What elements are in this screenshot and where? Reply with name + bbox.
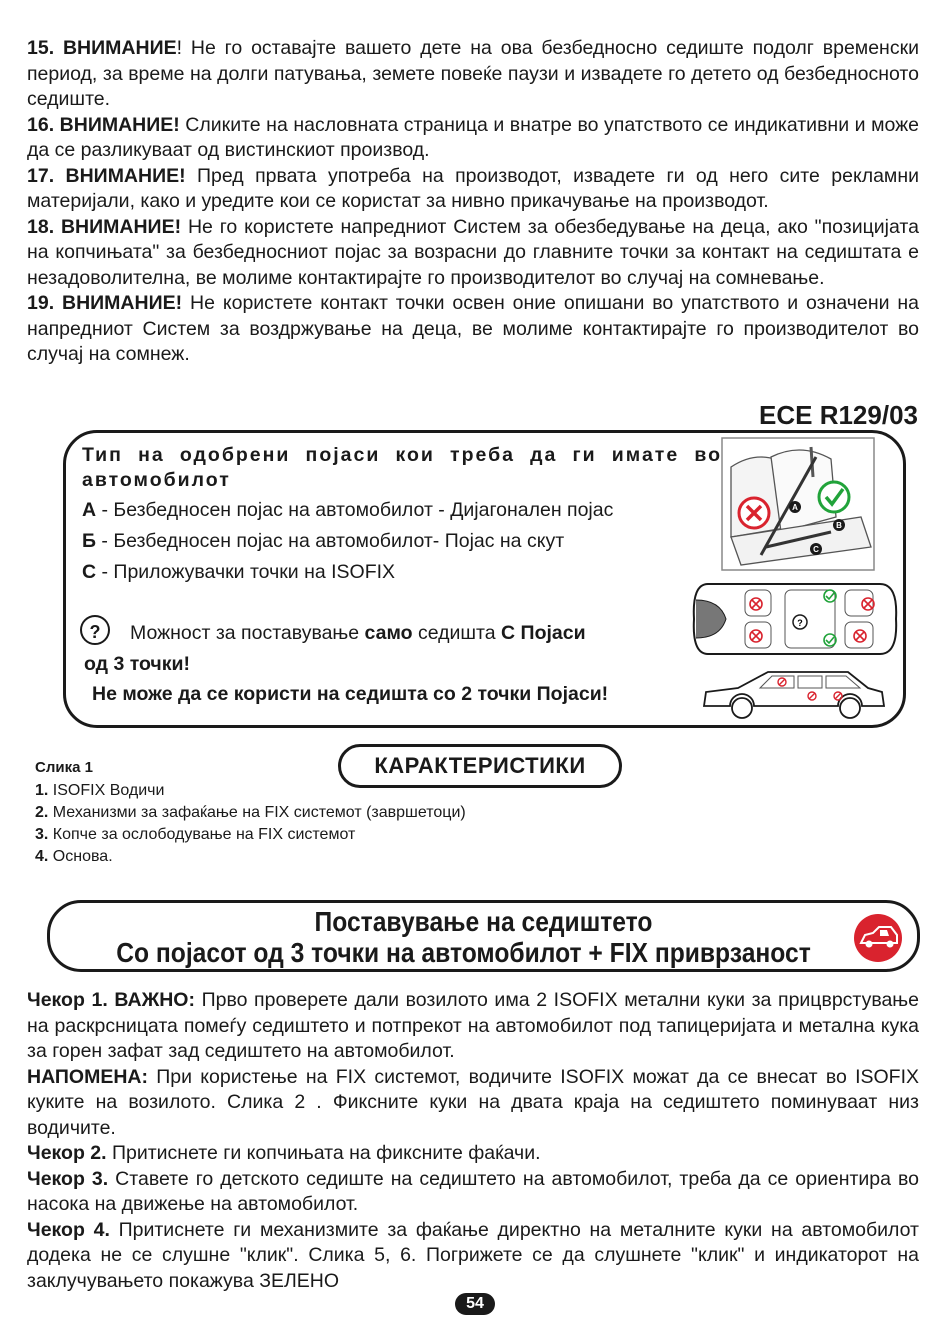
svg-text:B: B xyxy=(836,521,842,530)
warning-19: 19. ВНИМАНИЕ! Не користете контакт точки освен оние опишани во упатството и означени на напредниот Систем за воздржување на деца, ве молиме контактирајте го производителот во случај на сомнеж. xyxy=(27,292,919,365)
install-heading-line-1: Поставување на седиштето xyxy=(314,906,653,937)
installation-steps xyxy=(27,988,919,1294)
belt-item-a: А - Безбедносен појас на автомобилот - Дијагонален појас xyxy=(82,499,614,521)
features-heading: КАРАКТЕРИСТИКИ xyxy=(338,744,622,788)
info-question-icon: ? xyxy=(80,615,110,645)
green-check-icon xyxy=(819,482,849,512)
features-list xyxy=(35,780,466,868)
step-2: Чекор 2. Притиснете ги копчињата на фиксните фаќачи. xyxy=(27,1142,541,1164)
installation-heading-box xyxy=(47,900,920,972)
svg-text:C: C xyxy=(813,545,819,554)
warnings-section xyxy=(27,36,919,368)
install-heading-line-2: Со појасот од 3 точки на автомобилот + FIX приврзаност xyxy=(116,937,811,968)
info-line-3: Не може да се користи на седишта со 2 точки Појаси! xyxy=(92,683,609,705)
step-4: Чекор 4. Притиснете ги механизмите за фаќање директно на металните куки на автомобилот додека не се слушне "клик". Слика 5, 6. Погрижете се да слушнете "клик" и индикаторот на заклучувањето покажува ЗЕЛЕНО xyxy=(27,1218,919,1292)
belt-item-c: С - Приложувачки точки на ISOFIX xyxy=(82,561,396,583)
belt-box-title: Тип на одобрени појаси кои треба да ги имате во автомобилот xyxy=(82,444,722,491)
belt-item-b: Б - Безбедносен појас на автомобилот- Појас на скут xyxy=(82,530,565,552)
car-side-view-icon xyxy=(698,666,888,726)
warning-18: 18. ВНИМАНИЕ! Не го користете напредниот Систем за обезбедување на деца, ако "позицијата на копчињата" за безбедносниот појас за возрасни до главните точки за контакт на седиштата е незадоволителна, ве молиме контактирајте го производителот во случај на сомневање. xyxy=(27,215,919,289)
step-1: Чекор 1. ВАЖНО: Прво проверете дали возилото има 2 ISOFIX метални куки за прицврстување на раскрсницата помеѓу седиштето и потпрекот на автомобилот под тапицеријата и метална кука за горен зафат зад седиштето на автомобилот. xyxy=(27,989,920,1062)
warning-16: 16. ВНИМАНИЕ! Сликите на насловната страница и внатре во упатството се индикативни и може да се разликуваат од вистинскиот производ. xyxy=(27,113,919,161)
list-item: 2. Механизми за зафаќање на FIX системот (завршетоци) xyxy=(35,804,466,821)
figure-label: Слика 1 xyxy=(35,759,93,776)
car-top-view-icon xyxy=(690,578,900,660)
step-3: Чекор 3. Ставете го детското седиште на седиштето на автомобилот, треба да се ориентира во насока на движење на автомобилот. xyxy=(27,1167,919,1215)
svg-text:?: ? xyxy=(797,618,803,628)
list-item: 3. Копче за ослободување на FIX системот xyxy=(35,826,356,843)
warning-15: 15. ВНИМАНИЕ! Не го оставајте вашето дете на ова безбедносно седиште подолг временски период, за време на долги патувања, земете повеќе паузи и извадете го детето од безбедносното седиште. xyxy=(27,37,919,110)
page-number: 54 xyxy=(455,1293,495,1315)
info-line-2: од 3 точки! xyxy=(84,653,190,675)
ece-standard: ECE R129/03 xyxy=(759,400,918,430)
car-seat-mode-icon xyxy=(853,913,903,963)
list-item: 4. Основа. xyxy=(35,848,113,865)
list-item: 1. ISOFIX Водичи xyxy=(35,782,165,799)
warning-17: 17. ВНИМАНИЕ! Пред првата употреба на производот, извадете ги од него сите рекламни материјали, како и уредите кои се користат за нивно прикачување на производот. xyxy=(27,164,919,212)
step-note: НАПОМЕНА: При користење на FIX системот, водичите ISOFIX можат да се внесат во ISOFIX куките на возилото. Слика 2 . Фиксните куки на двата краја на седиштето поминуваат низ водичите. xyxy=(27,1065,919,1139)
car-seat-illustration xyxy=(721,437,876,572)
info-line-1: Можност за поставување само седишта С Појаси xyxy=(130,622,586,644)
svg-text:A: A xyxy=(792,503,798,512)
belt-types-box xyxy=(63,430,906,728)
